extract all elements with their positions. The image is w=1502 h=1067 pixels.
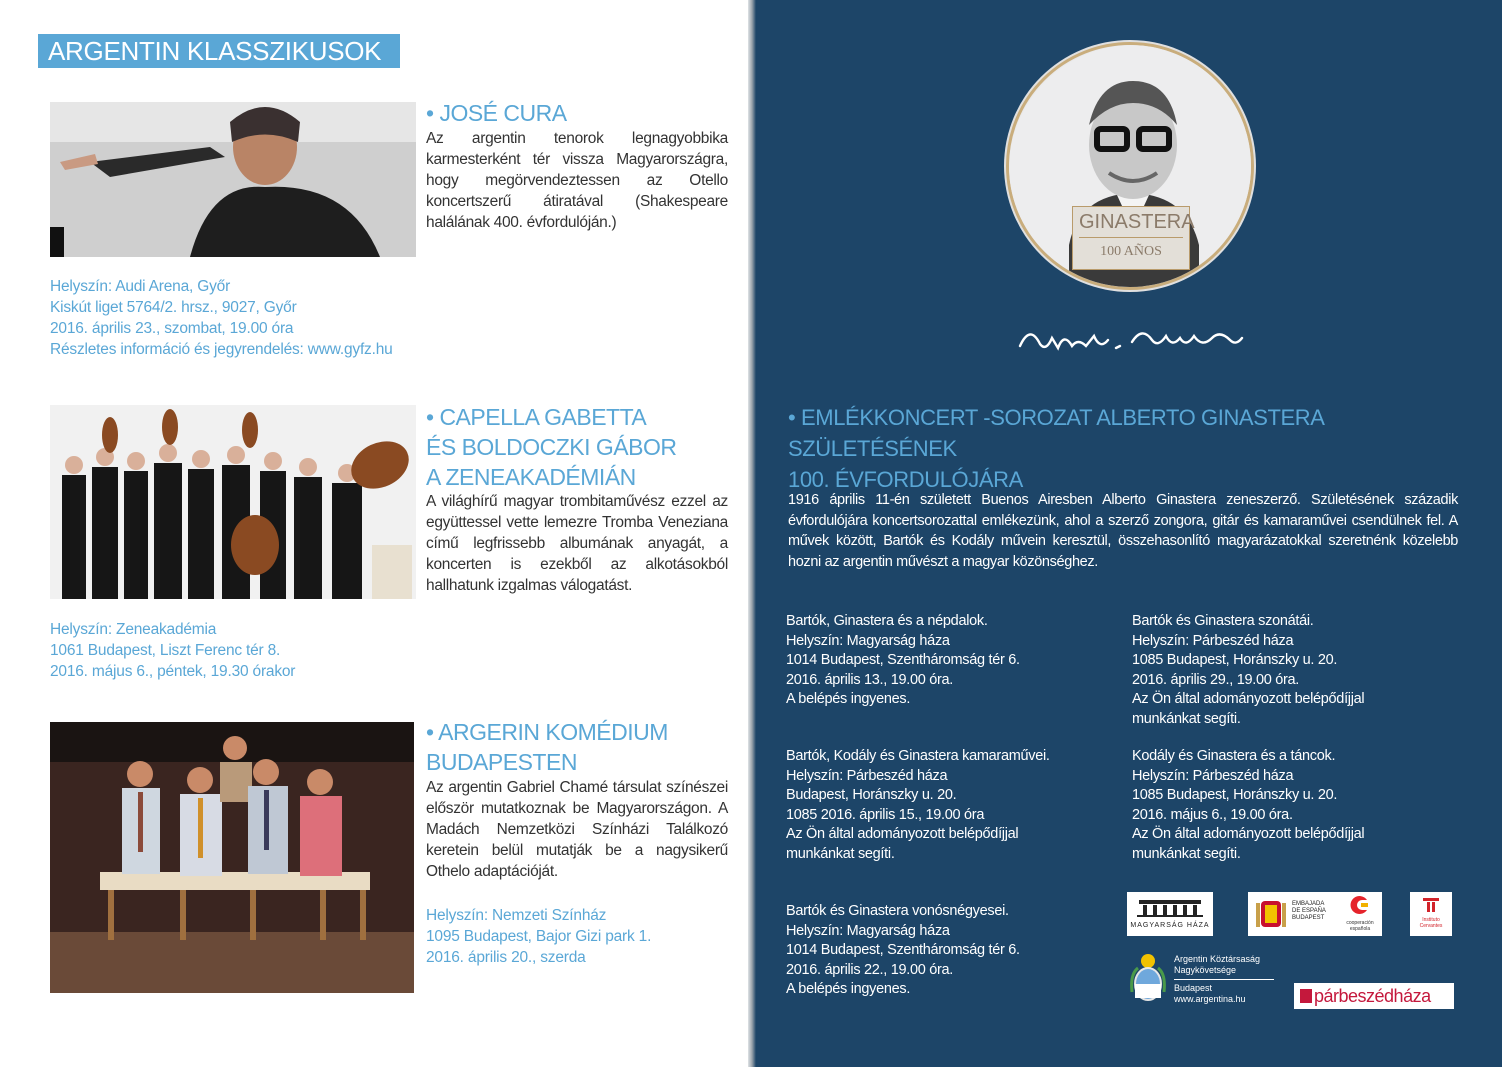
signature — [1016, 318, 1246, 358]
concert-line: Bartók, Kodály és Ginastera kamaraművei. — [786, 748, 1050, 764]
venue-line: Részletes információ és jegyrendelés: www.gyfz.hu — [50, 341, 393, 358]
concert-item — [1132, 612, 1462, 729]
venue-line: Helyszín: Nemzeti Színház — [426, 907, 607, 924]
parbeszed-haza-logo — [1294, 983, 1454, 1009]
memorial-title — [788, 402, 1468, 495]
concert-line: Helyszín: Párbeszéd háza — [786, 767, 948, 784]
cooperacion-block — [1340, 894, 1380, 934]
komedium-photo — [50, 722, 414, 993]
cervantes-icon — [1421, 897, 1441, 913]
venue-line: 1061 Budapest, Liszt Ferenc tér 8. — [50, 642, 281, 659]
cooperacion-icon — [1349, 894, 1371, 916]
embajada-line: DE ESPAÑA — [1292, 908, 1326, 914]
komedium-description: Az argentin Gabriel Chamé társulat színészei először mutatkoznak be Magyarországon. A Madách Nemzetközi Színházi Találkozó keretein belül mutatják be a nagysikerű Othelo adaptációját. — [426, 779, 728, 880]
concert-line: Az Ön által adományozott belépődíjjal — [1132, 691, 1365, 707]
parbeszed-label: párbeszédháza — [1314, 986, 1431, 1006]
parbeszed-icon — [1300, 989, 1312, 1003]
embassy-line: Budapest — [1174, 983, 1213, 993]
embassy-text — [1174, 954, 1274, 1005]
concert-line: Bartók és Ginastera vonósnégyesei. — [786, 903, 1009, 919]
concert-line: Helyszín: Magyarság háza — [786, 632, 950, 649]
capella-gabetta-photo — [50, 405, 416, 599]
concert-line: 1014 Budapest, Szentháromság tér 6. — [786, 942, 1020, 958]
cervantes-text — [1410, 917, 1452, 929]
capella-gabetta-description: A világhírű magyar trombitaművész ezzel az együttessel vette lemezre Tromba Veneziana című legfrissebb albumának anyagát, a koncerten is ezekből az alkotásokból hallhatunk izgalmas válogatást. — [426, 493, 728, 594]
concert-line: 2016. május 6., 19.00 óra. — [1132, 806, 1293, 823]
intro-paragraph: 1916 április 11-én született Buenos Airesben Alberto Ginastera zeneszerző. Születésének századik évfordulójára koncertsorozattal emlékezünk, ahol a szerző zongora, gitár és kamaraművei csendülnek fel. A művek között, Bartók és Kodály művein keresztül, összehasonlító magyarázatokkal szeretnénk közelebb hozni az argentin művészt a magyar közönséghez. — [788, 492, 1458, 570]
embassy-line: Nagykövetsége — [1174, 965, 1274, 980]
venue-line: 2016. május 6., péntek, 19.30 órakor — [50, 663, 296, 680]
cervantes-line: Cervantes — [1419, 923, 1443, 929]
title-line: • JOSÉ CURA — [426, 100, 567, 126]
concert-line: Az Ön által adományozott belépődíjjal — [1132, 826, 1365, 842]
title-line: A ZENEAKADÉMIÁN — [426, 464, 636, 490]
jose-cura-venue — [50, 276, 450, 360]
embajada-text — [1292, 901, 1336, 922]
title-line: BUDAPESTEN — [426, 749, 577, 775]
building-icon — [1135, 896, 1205, 918]
badge-name: GINASTERA — [1079, 207, 1183, 238]
embajada-espana-logo — [1248, 892, 1382, 936]
badge-years: 100 AÑOS — [1100, 244, 1162, 259]
argentina-coat-of-arms-icon — [1128, 952, 1168, 1008]
concert-line: Bartók és Ginastera szonátái. — [1132, 613, 1314, 629]
embajada-line: EMBAJADA — [1292, 901, 1325, 907]
concert-item — [786, 612, 1106, 710]
title-line: • ARGERIN KOMÉDIUM — [426, 719, 668, 745]
concert-line: 2016. április 13., 19.00 óra. — [786, 671, 954, 688]
concert-line: 1085 2016. április 15., 19.00 óra — [786, 806, 985, 823]
concert-line: 1085 Budapest, Horánszky u. 20. — [1132, 652, 1338, 668]
title-line: 100. ÉVFORDULÓJÁRA — [788, 467, 1023, 492]
venue-line: 1095 Budapest, Bajor Gizi park 1. — [426, 928, 652, 945]
venue-line: Helyszín: Zeneakadémia — [50, 621, 217, 638]
jose-cura-photo — [50, 102, 416, 257]
venue-line: 2016. április 20., szerda — [426, 949, 586, 966]
concert-line: Bartók, Ginastera és a népdalok. — [786, 613, 988, 629]
venue-line: 2016. április 23., szombat, 19.00 óra — [50, 320, 294, 337]
jose-cura-title — [426, 98, 736, 128]
concert-line: 2016. április 22., 19.00 óra. — [786, 961, 954, 978]
title-line: ÉS BOLDOCZKI GÁBOR — [426, 434, 677, 460]
concert-line: Helyszín: Magyarság háza — [786, 922, 950, 939]
argentine-embassy-logo — [1128, 952, 1278, 1012]
venue-line: Helyszín: Audi Arena, Győr — [50, 278, 231, 295]
concert-line: munkánkat segíti. — [786, 845, 895, 862]
embassy-line: www.argentina.hu — [1174, 994, 1246, 1004]
komedium-venue — [426, 905, 736, 968]
concert-line: Budapest, Horánszky u. 20. — [786, 787, 957, 803]
embajada-line: BUDAPEST — [1292, 915, 1325, 921]
concert-line: munkánkat segíti. — [1132, 710, 1241, 727]
magyarsag-haza-logo — [1127, 892, 1213, 936]
spain-coat-of-arms-icon — [1256, 897, 1286, 931]
title-line: • CAPELLA GABETTA — [426, 404, 647, 430]
concert-line: A belépés ingyenes. — [786, 981, 911, 997]
concert-line: 2016. április 29., 19.00 óra. — [1132, 671, 1300, 688]
page-gutter — [748, 0, 756, 1067]
concert-line: A belépés ingyenes. — [786, 691, 911, 707]
instituto-cervantes-logo — [1410, 892, 1452, 936]
capella-gabetta-venue — [50, 619, 450, 682]
concert-item — [1132, 747, 1462, 864]
concert-line: Kodály és Ginastera és a táncok. — [1132, 748, 1336, 764]
concert-item — [786, 747, 1106, 864]
embassy-line: Argentin Köztársaság — [1174, 954, 1261, 964]
concert-item — [786, 902, 1106, 1000]
ginastera-badge — [1072, 206, 1195, 270]
komedium-title — [426, 717, 736, 777]
concert-line: Helyszín: Párbeszéd háza — [1132, 632, 1294, 649]
title-line: • EMLÉKKONCERT -SOROZAT ALBERTO GINASTERA SZÜLETÉSÉNEK — [788, 405, 1324, 461]
venue-line: Kiskút liget 5764/2. hrsz., 9027, Győr — [50, 299, 297, 316]
concert-line: 1014 Budapest, Szentháromság tér 6. — [786, 652, 1020, 668]
jose-cura-description: Az argentin tenorok legnagyobbika karmesterként tér vissza Magyarországra, hogy megörvendeztessen az Otello koncertszerű átiratával (Shakespeare halálának 400. évfordulóján.) — [426, 130, 728, 231]
cervantes-line: Instituto — [1422, 917, 1440, 923]
concert-line: 1085 Budapest, Horánszky u. 20. — [1132, 787, 1338, 803]
concert-line: Az Ön által adományozott belépődíjjal — [786, 826, 1019, 842]
section-banner: ARGENTIN KLASSZIKUSOK — [38, 34, 400, 68]
concert-line: munkánkat segíti. — [1132, 845, 1241, 862]
concert-line: Helyszín: Párbeszéd háza — [1132, 767, 1294, 784]
capella-gabetta-title — [426, 402, 736, 492]
magyarsag-label: MAGYARSÁG HÁZA — [1130, 922, 1210, 929]
cooperacion-label: cooperación española — [1346, 920, 1374, 932]
